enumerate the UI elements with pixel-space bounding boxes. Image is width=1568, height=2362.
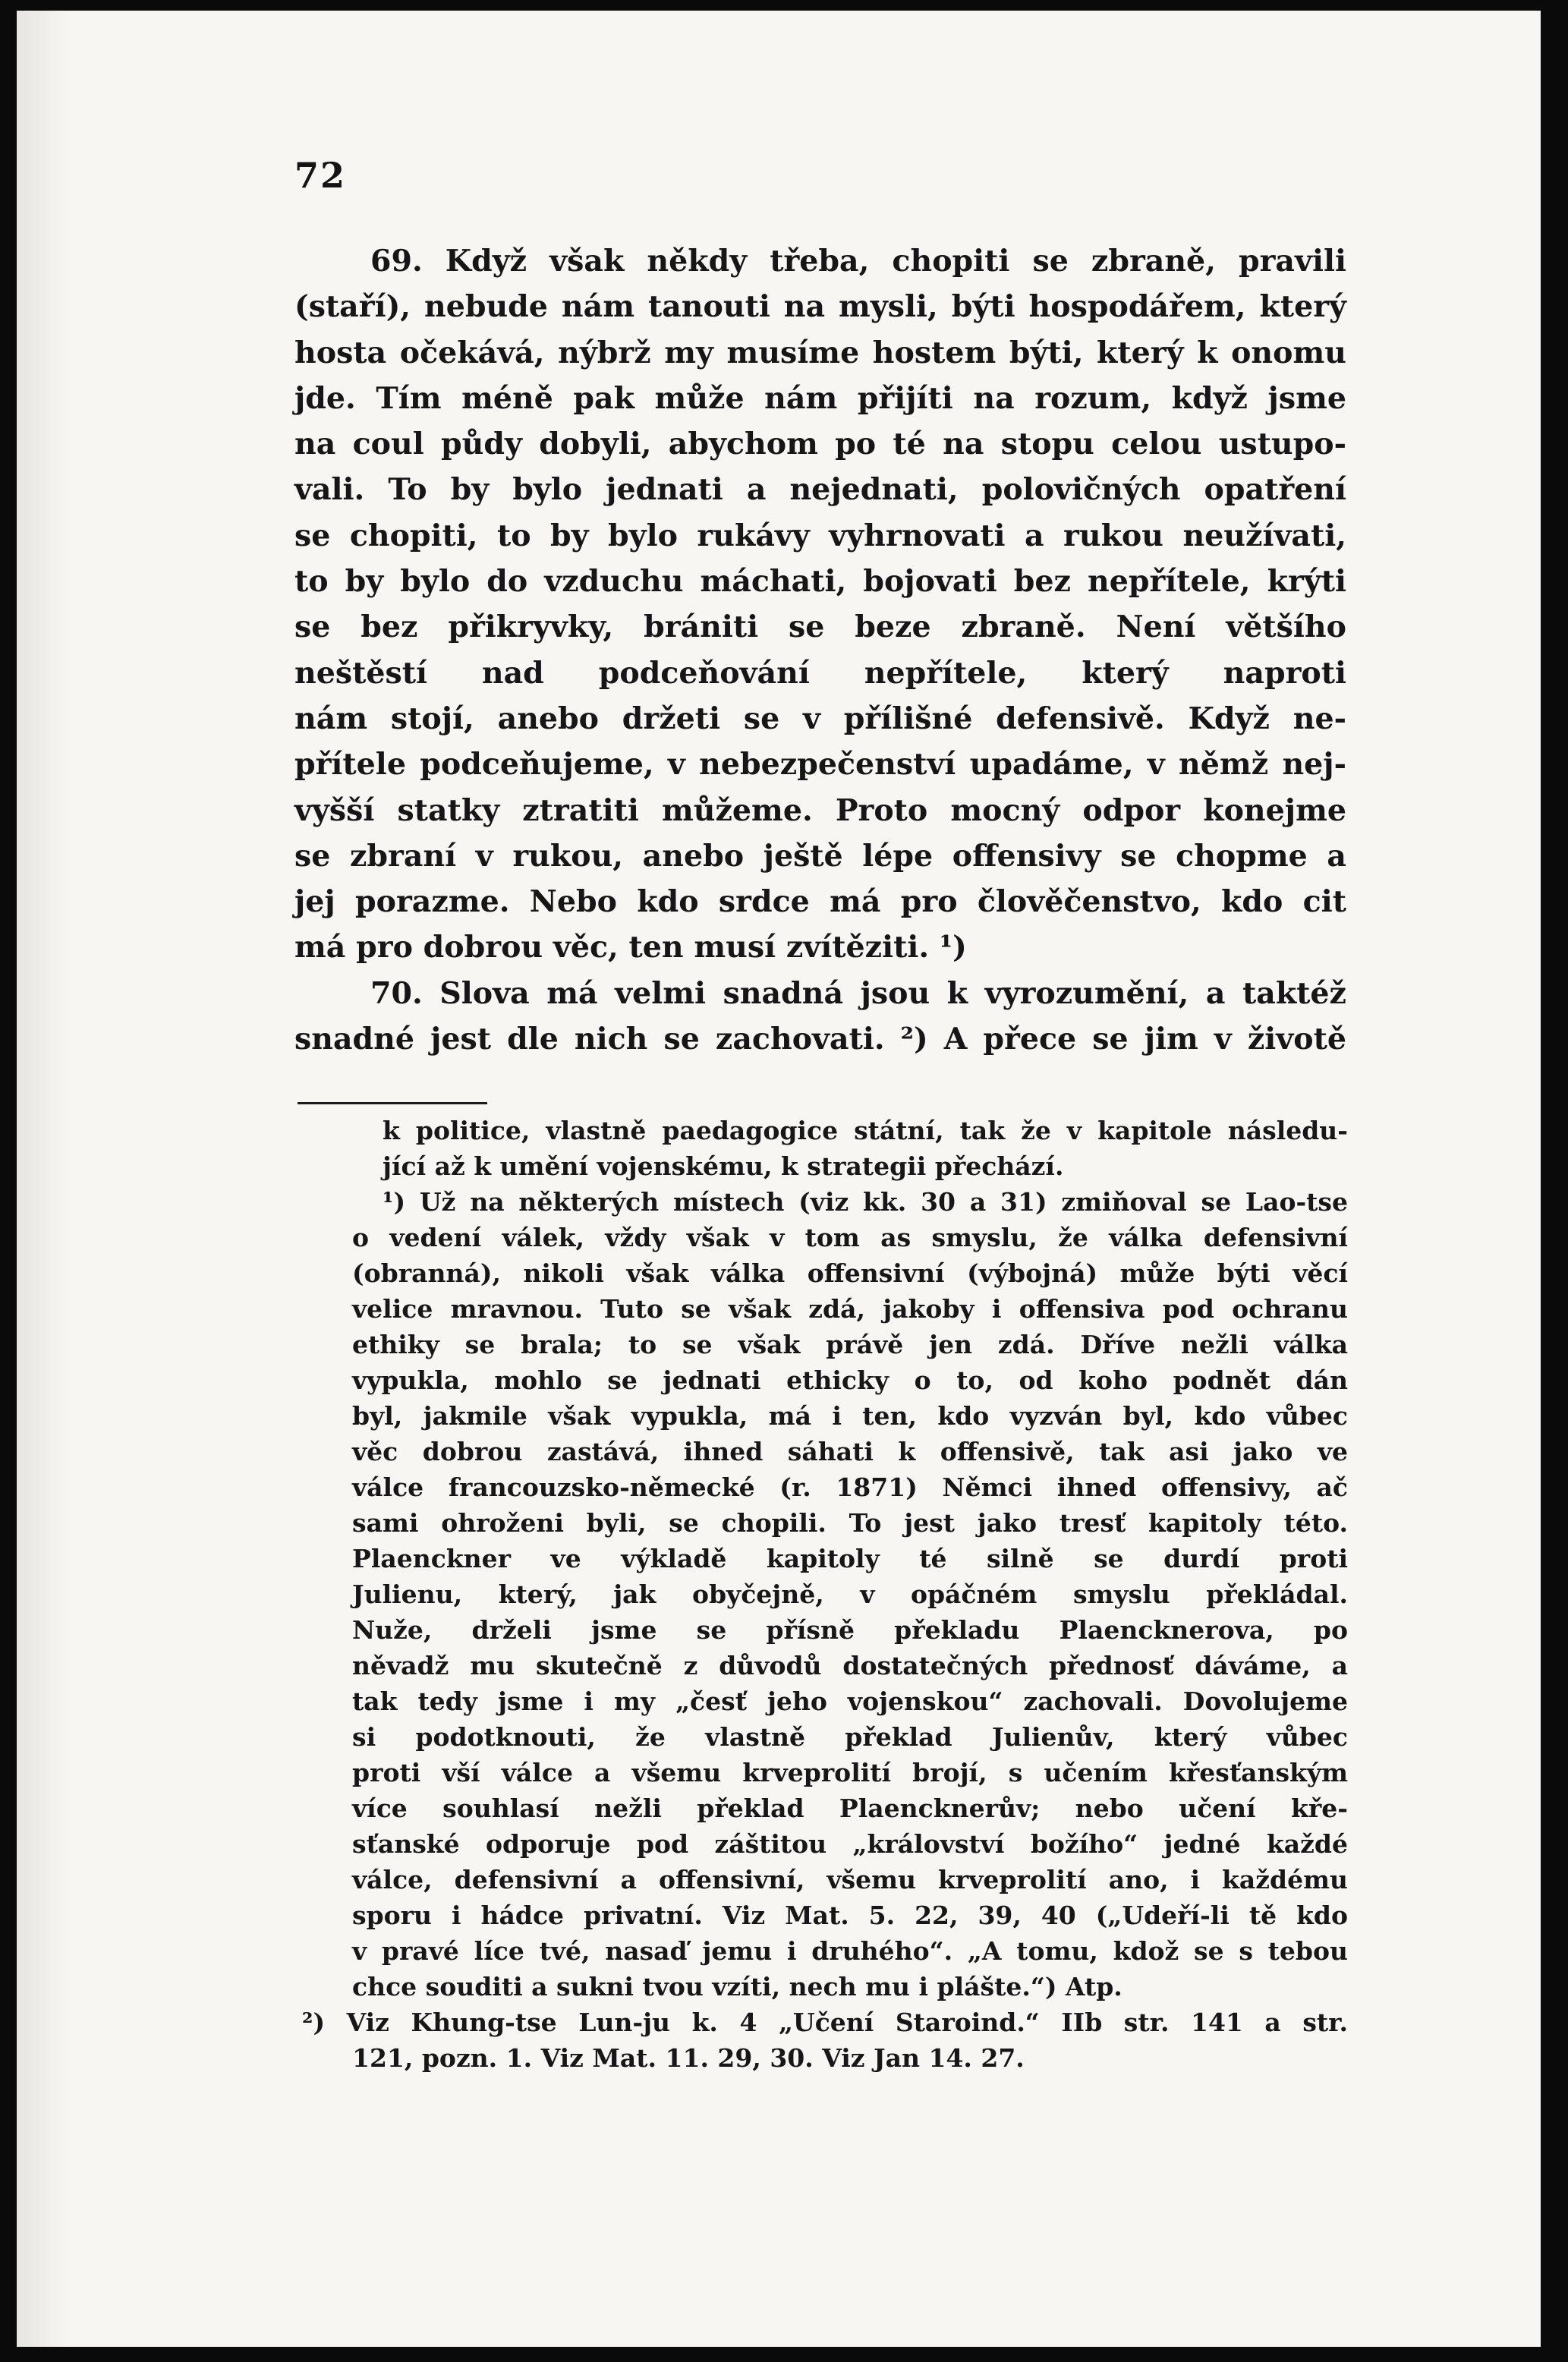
footnotes — [302, 1113, 1348, 2076]
body-line: hosta očekává, nýbrž my musíme hostem býti, který k onomu — [294, 335, 1346, 370]
footnote-line: více souhlasí nežli překlad Plaencknerův; nebo učení kře- — [352, 1794, 1348, 1823]
body-line: jde. Tím méně pak může nám přijíti na rozum, když jsme — [294, 380, 1346, 416]
body-line: neštěstí nad podceňování nepřítele, který naproti — [294, 655, 1346, 691]
body-line: vyšší statky ztratiti můžeme. Proto mocný odpor konejme — [294, 792, 1346, 828]
footnote-line: ¹) Už na některých místech (viz kk. 30 a 31) zmiňoval se Lao-tse — [383, 1187, 1348, 1217]
body-line: na coul půdy dobyli, abychom po té na stopu celou ustupo- — [294, 427, 1346, 462]
book-page — [17, 11, 1541, 2347]
body-line: 69. Když však někdy třeba, chopiti se zbraně, pravili — [370, 244, 1346, 279]
footnote-line: tak tedy jsme i my „česť jeho vojenskou“ zachovali. Dovolujeme — [352, 1686, 1348, 1716]
footnote-line: věc dobrou zastává, ihned sáhati k offensivě, tak asi jako ve — [352, 1437, 1348, 1466]
footnote-line: vypukla, mohlo se jednati ethicky o to, od koho podnět dán — [352, 1365, 1348, 1395]
footnote-line: jící až k umění vojenskému, k strategii přechází. — [383, 1151, 1064, 1181]
footnote-line: 121, pozn. 1. Viz Mat. 11. 29, 30. Viz Jan 14. 27. — [352, 2043, 1025, 2073]
body-line: snadné jest dle nich se zachovati. ²) A přece se jim v životě — [294, 1022, 1346, 1057]
footnote-line: sporu i hádce privatní. Viz Mat. 5. 22, 39, 40 („Udeří-li tě kdo — [352, 1901, 1348, 1930]
footnote-line: chce souditi a sukni tvou vzíti, nech mu i plášte.“) Atp. — [352, 1972, 1122, 2001]
body-line: se zbraní v rukou, anebo ještě lépe offensivy se chopme a — [294, 838, 1346, 874]
body-line: se chopiti, to by bylo rukávy vyhrnovati a rukou neužívati, — [294, 518, 1346, 553]
page-gutter-shading — [17, 11, 70, 2347]
footnote-line: ethiky se brala; to se však právě jen zdá. Dříve nežli válka — [352, 1330, 1348, 1359]
body-line: vali. To by bylo jednati a nejednati, polovičných opatření — [294, 472, 1346, 508]
body-line: 70. Slova má velmi snadná jsou k vyrozumění, a taktéž — [370, 975, 1346, 1011]
footnote-line: válce, defensivní a offensivní, všemu krveprolití ano, i každému — [352, 1865, 1348, 1894]
page-number: 72 — [294, 155, 347, 196]
footnote-line: velice mravnou. Tuto se však zdá, jakoby i offensiva pod ochranu — [352, 1294, 1348, 1324]
footnote-line: proti vší válce a všemu krveprolití brojí, s učením křesťanským — [352, 1758, 1348, 1787]
footnote-line: Nuže, drželi jsme se přísně překladu Plaencknerova, po — [352, 1615, 1348, 1645]
footnote-line: byl, jakmile však vypukla, má i ten, kdo vyzván byl, kdo vůbec — [352, 1401, 1348, 1431]
body-line: nám stojí, anebo držeti se v přílišné defensivě. Když ne- — [294, 701, 1346, 736]
body-line: se bez přikryvky, brániti se beze zbraně. Není většího — [294, 609, 1346, 645]
footnote-line: ²) Viz Khung-tse Lun-ju k. 4 „Učení Staroind.“ IIb str. 141 a str. — [302, 2008, 1348, 2037]
main-text — [294, 238, 1346, 1062]
body-line: jej porazme. Nebo kdo srdce má pro člověčenstvo, kdo cit — [294, 884, 1346, 920]
footnote-line: něvadž mu skutečně z důvodů dostatečných přednosť dáváme, a — [352, 1651, 1348, 1680]
footnote-line: válce francouzsko-německé (r. 1871) Němci ihned offensivy, ač — [352, 1472, 1348, 1502]
footnote-line: k politice, vlastně paedagogice státní, tak že v kapitole následu- — [383, 1116, 1348, 1145]
footnote-line: (obranná), nikoli však válka offensivní (výbojná) může býti věcí — [352, 1258, 1348, 1288]
body-line: to by bylo do vzduchu máchati, bojovati bez nepřítele, krýti — [294, 564, 1346, 600]
footnote-line: v pravé líce tvé, nasaď jemu i druhého“. „A tomu, kdož se s tebou — [352, 1936, 1348, 1966]
footnote-line: sami ohroženi byli, se chopili. To jest jako tresť kapitoly této. — [352, 1508, 1348, 1538]
body-line: má pro dobrou věc, ten musí zvítěziti. ¹) — [294, 930, 967, 965]
footnote-line: si podotknouti, že vlastně překlad Julienův, který vůbec — [352, 1722, 1348, 1752]
body-line: (staří), nebude nám tanouti na mysli, býti hospodářem, který — [294, 289, 1346, 325]
footnote-line: Julienu, který, jak obyčejně, v opáčném smyslu překládal. — [352, 1579, 1348, 1609]
footnote-separator — [298, 1102, 487, 1104]
footnote-line: Plaenckner ve výkladě kapitoly té silně se durdí proti — [352, 1544, 1348, 1573]
footnote-line: sťanské odporuje pod záštitou „království božího“ jedné každé — [352, 1829, 1348, 1859]
body-line: přítele podceňujeme, v nebezpečenství upadáme, v němž nej- — [294, 747, 1346, 783]
footnote-line: o vedení válek, vždy však v tom as smyslu, že válka defensivní — [352, 1223, 1348, 1252]
